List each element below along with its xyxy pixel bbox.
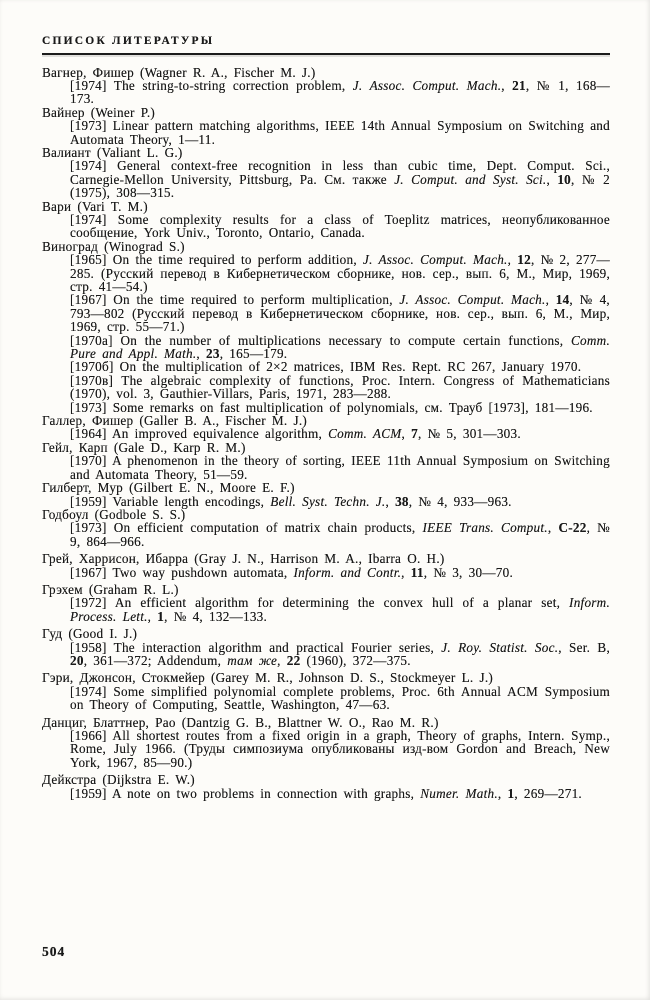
entry-reference [70,566,610,579]
text-run: [1973] Linear pattern matching algorithms, IEEE 14th Annual Symposium on Switching and Automata Theory, 1—11. [70,118,610,147]
entry-reference [70,641,610,668]
text-run: [1966] All shortest routes from a fixed origin in a graph, Theory of graphs, Intern. Symp., Rome, July 1966. (Труды симпозиума опубликованы изд-вом Gordon and Breach, New York, 1967, 85—90.) [70,728,610,770]
entry-author: Дейкстра (Dijkstra E. W.) [42,772,195,788]
text-run: 20 [70,652,84,668]
text-run: Comm. Pure and Appl. Math. [70,332,610,362]
text-run: 14 [555,292,570,308]
text-run: 7 [411,426,418,442]
text-run: , № 1, 168—173. [70,77,610,107]
text-run: 10 [557,171,571,187]
text-run: , Ser. B, [558,639,610,655]
text-run: (1960), 372—375. [300,652,411,668]
entry-reference [70,213,610,240]
bibliography-entry [42,481,610,508]
entry-author: Вари (Vari T. M.) [42,198,148,214]
text-run: Bell. Syst. Techn. J. [270,493,386,509]
text-run: , [147,608,158,624]
text-run: [1974] General context-free recognition in less than cubic time, Dept. Comput. Sci., Carnegie-Mellon University, Pittsburg, Pa. См. также [70,158,610,187]
text-run: [1970б] On the multiplication of 2×2 matrices, IBM Res. Rept. RC 267, January 1970. [70,359,582,375]
text-run: Inform. Process. Lett. [70,595,610,624]
bibliography-entry [42,508,610,548]
text-run: J. Assoc. Comput. Mach. [399,292,546,308]
text-run: [1973] On efficient computation of matrix chain products, [70,520,423,536]
text-run: 11 [410,564,424,580]
text-run: [1958] The interaction algorithm and practical Fourier series, [70,639,442,655]
text-run: 23 [206,346,220,362]
bibliography-entry [42,414,610,441]
text-run: 1 [507,785,515,801]
entry-author: Гуд (Good I. J.) [42,626,138,642]
bibliography-entry [42,627,610,667]
text-run: , 165—179. [219,346,288,362]
entry-reference [70,427,610,440]
entry-reference [70,79,610,106]
text-run: 12 [517,252,531,268]
text-run: , № 2 (1975), 308—315. [70,171,610,201]
text-run: J. Roy. Statist. Soc. [441,639,559,655]
text-run: , № 5, 301—303. [417,426,521,442]
entry-reference [70,454,610,481]
text-run: [1974] Some complexity results for a class of Toeplitz matrices, неопубликованное сообщение, York Univ., Toronto, Ontario, Canada. [70,211,610,241]
entry-author: Гейл, Карп (Gale D., Karp R. M.) [42,439,246,455]
entry-author: Грэхем (Graham R. L.) [42,581,179,597]
bibliography-list [42,66,610,801]
text-run: , 269—271. [514,785,582,801]
entry-author: Вайнер (Weiner P.) [42,104,156,120]
text-run: , 361—372; Addendum, [83,652,228,668]
running-header: СПИСОК ЛИТЕРАТУРЫ [42,35,215,47]
text-run: , [497,785,508,801]
entry-author: Галлер, Фишер (Galler B. A., Fischer M. J.) [42,413,308,429]
bibliography-entry [42,583,610,623]
text-run: [1967] On the time required to perform multiplication, [70,292,400,308]
text-run: , [385,493,396,509]
entry-author: Годбоул (Godbole S. S.) [42,506,186,522]
text-run: [1974] The string-to-string correction problem, [70,77,353,93]
page-number: 504 [42,944,66,959]
entry-author: Гилберт, Мур (Gilbert E. N., Moore E. F.) [42,480,295,496]
text-run: [1965] On the time required to perform addition, [70,252,363,268]
entry-author: Данциг, Блаттнер, Рао (Dantzig G. B., Blattner W. O., Rao M. R.) [42,714,439,730]
entry-reference [70,360,610,373]
text-run: [1973] Some remarks on fast multiplication of polynomials, см. Трауб [1973], 181—196. [70,399,593,415]
text-run: , № 2, 277—285. (Русский перевод в Кибернетическом сборнике, нов. сер., вып. 6, М., Мир, 1969, стр. 41—54.) [70,252,610,294]
text-run: Inform. and Contr. [293,564,402,580]
text-run: C-22 [558,520,587,536]
text-run: J. Comput. and Syst. Sci. [394,171,547,187]
bibliography-entry [42,66,610,106]
text-run: [1970в] The algebraic complexity of functions, Proc. Intern. Congress of Mathematicians (1970), vol. 3, Gauthier-Villars, Paris, 1971, 283—288. [70,372,610,402]
text-run: Numer. Math. [420,785,498,801]
text-run: IEEE Trans. Comput. [422,520,548,536]
entry-reference [70,159,610,199]
text-run: , [401,564,411,580]
header-rule [42,53,610,55]
entry-reference [70,401,610,414]
text-run: J. Assoc. Comput. Mach. [352,77,502,93]
entry-reference [70,334,610,361]
bibliography-entry [42,716,610,770]
text-run: [1964] An improved equivalence algorithm, [70,426,329,442]
text-run: [1974] Some simplified polynomial complete problems, Proc. 6th Annual ACM Symposium on Theory of Computing, Seattle, Washington, 47—63. [70,683,610,713]
bibliography-entry [42,146,610,200]
text-run: [1972] An efficient algorithm for determining the convex hull of a planar set, [70,595,570,611]
text-run: [1970а] On the number of multiplications necessary to compute certain functions, [70,332,572,348]
entry-author: Гэри, Джонсон, Стокмейер (Garey M. R., Johnson D. S., Stockmeyer L. J.) [42,670,494,686]
text-run: J. Assoc. Comput. Mach. [362,252,508,268]
entry-reference [70,787,610,800]
text-run: [1970] A phenomenon in the theory of sorting, IEEE 11th Annual Symposium on Switching and Automata Theory, 51—59. [70,453,610,482]
text-run: , [545,292,556,308]
bibliography-entry [42,200,610,240]
entry-reference [70,374,610,401]
text-run: Comm. ACM [328,426,402,442]
bibliography-entry [42,671,610,711]
entry-author: Валиант (Valiant L. G.) [42,144,183,160]
bibliography-entry [42,773,610,800]
text-run: 22 [286,652,301,668]
text-run: , № 4, 793—802 (Русский перевод в Кибернетическом сборнике, нов. сер., вып. 6, М., Мир, 1969, стр. 55—71.) [70,292,610,335]
entry-author: Виноград (Winograd S.) [42,238,185,254]
text-run: , [501,77,513,93]
text-run: , [507,252,518,268]
entry-author: Грей, Харрисон, Ибарра (Gray J. N., Harrison M. A., Ibarra O. H.) [42,551,445,567]
text-run: , № 9, 864—966. [70,520,610,549]
text-run: [1967] Two way pushdown automata, [70,564,294,580]
bibliography-entry [42,552,610,579]
entry-author: Вагнер, Фишер (Wagner R. A., Fischer M. J.) [42,64,316,80]
entry-reference [70,495,610,508]
bibliography-entry [42,106,610,146]
text-run: там же [227,652,278,668]
entry-reference [70,119,610,146]
text-run: , [277,652,287,668]
text-run: , [546,171,558,187]
bibliography-entry [42,441,610,481]
entry-reference [70,685,610,712]
bibliography-entry [42,240,610,414]
text-run: 21 [512,77,526,93]
text-run: [1959] Variable length encodings, [70,493,271,509]
text-run: , № 4, 132—133. [164,608,268,624]
text-run: , [196,346,207,362]
text-run: [1959] A note on two problems in connection with graphs, [70,785,421,801]
text-run: , № 3, 30—70. [423,564,514,580]
entry-reference [70,596,610,623]
entry-reference [70,253,610,293]
text-run: , № 4, 933—963. [408,493,512,509]
entry-reference [70,729,610,769]
text-run: , [401,426,412,442]
entry-reference [70,293,610,333]
text-run: 38 [395,493,409,509]
text-run: 1 [157,608,165,624]
text-run: , [547,520,559,536]
entry-reference [70,521,610,548]
